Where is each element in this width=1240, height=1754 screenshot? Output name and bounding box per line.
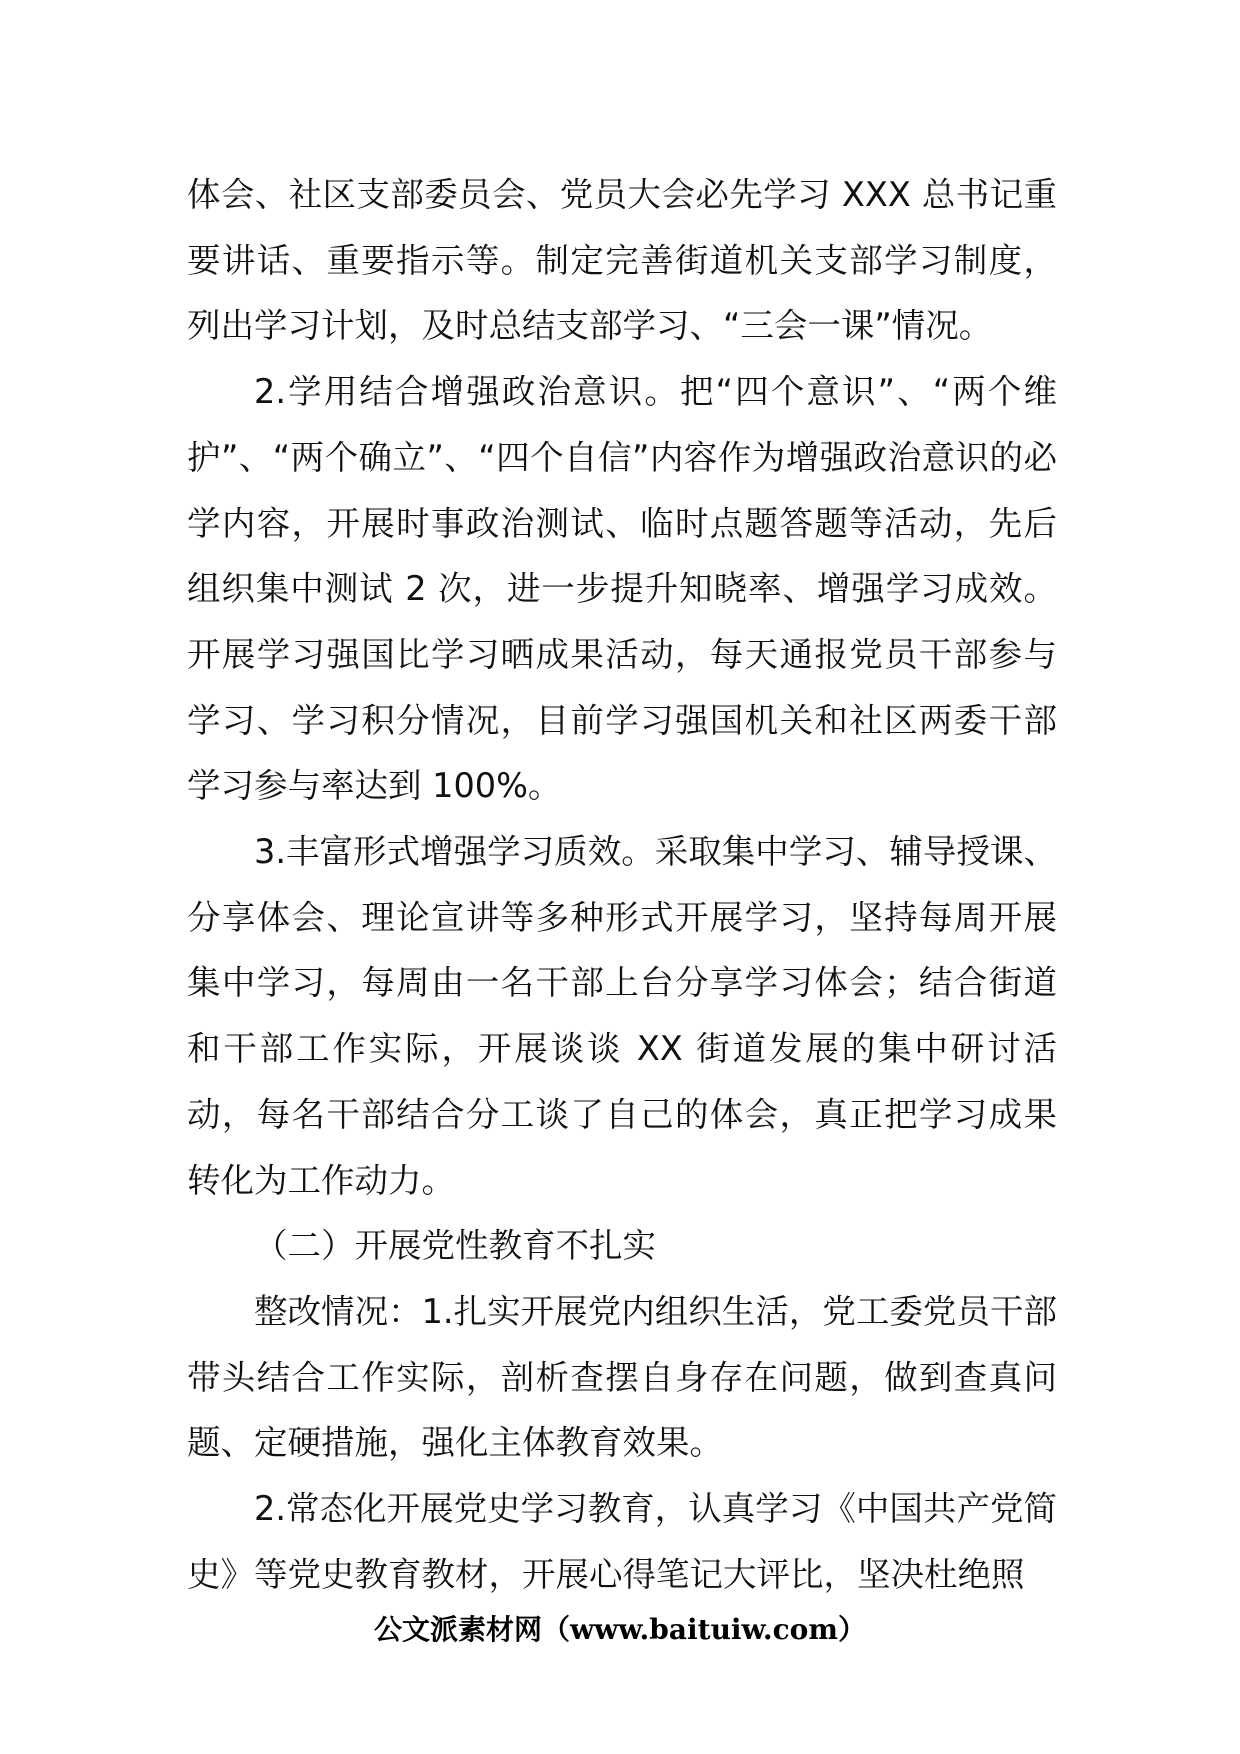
- page-footer-source: 公文派素材网（www.baituiw.com）: [374, 1613, 866, 1646]
- document-body: [187, 162, 1057, 1607]
- paragraph-rectification-2: 2.常态化开展党史学习教育，认真学习《中国共产党简史》等党史教育教材，开展心得笔记大评比，坚决杜绝照: [187, 1489, 1057, 1594]
- paragraph-item-2: 2.学用结合增强政治意识。把“四个意识”、“两个维护”、“两个确立”、“四个自信”内容作为增强政治意识的必学内容，开展时事政治测试、临时点题答题等活动，先后组织集中测试 2 次，进一步提升知晓率、增强学习成效。开展学习强国比学习晒成果活动，每天通报党员干部参与学习、学习积分情况，目前学习强国机关和社区两委干部学习参与率达到 100%。: [187, 372, 1057, 806]
- paragraph-item-3: 3.丰富形式增强学习质效。采取集中学习、辅导授课、分享体会、理论宣讲等多种形式开展学习，坚持每周开展集中学习，每周由一名干部上台分享学习体会；结合街道和干部工作实际，开展谈谈 XX 街道发展的集中研讨活动，每名干部结合分工谈了自己的体会，真正把学习成果转化为工作动力。: [187, 832, 1057, 1200]
- section-heading: （二）开展党性教育不扎实: [254, 1226, 656, 1266]
- paragraph-rectification-1: 整改情况：1.扎实开展党内组织生活，党工委党员干部带头结合工作实际，剖析查摆自身存在问题，做到查真问题、定硬措施，强化主体教育效果。: [187, 1291, 1057, 1463]
- paragraph-continuation: 体会、社区支部委员会、党员大会必先学习 XXX 总书记重要讲话、重要指示等。制定完善街道机关支部学习制度，列出学习计划，及时总结支部学习、“三会一课”情况。: [187, 175, 1057, 346]
